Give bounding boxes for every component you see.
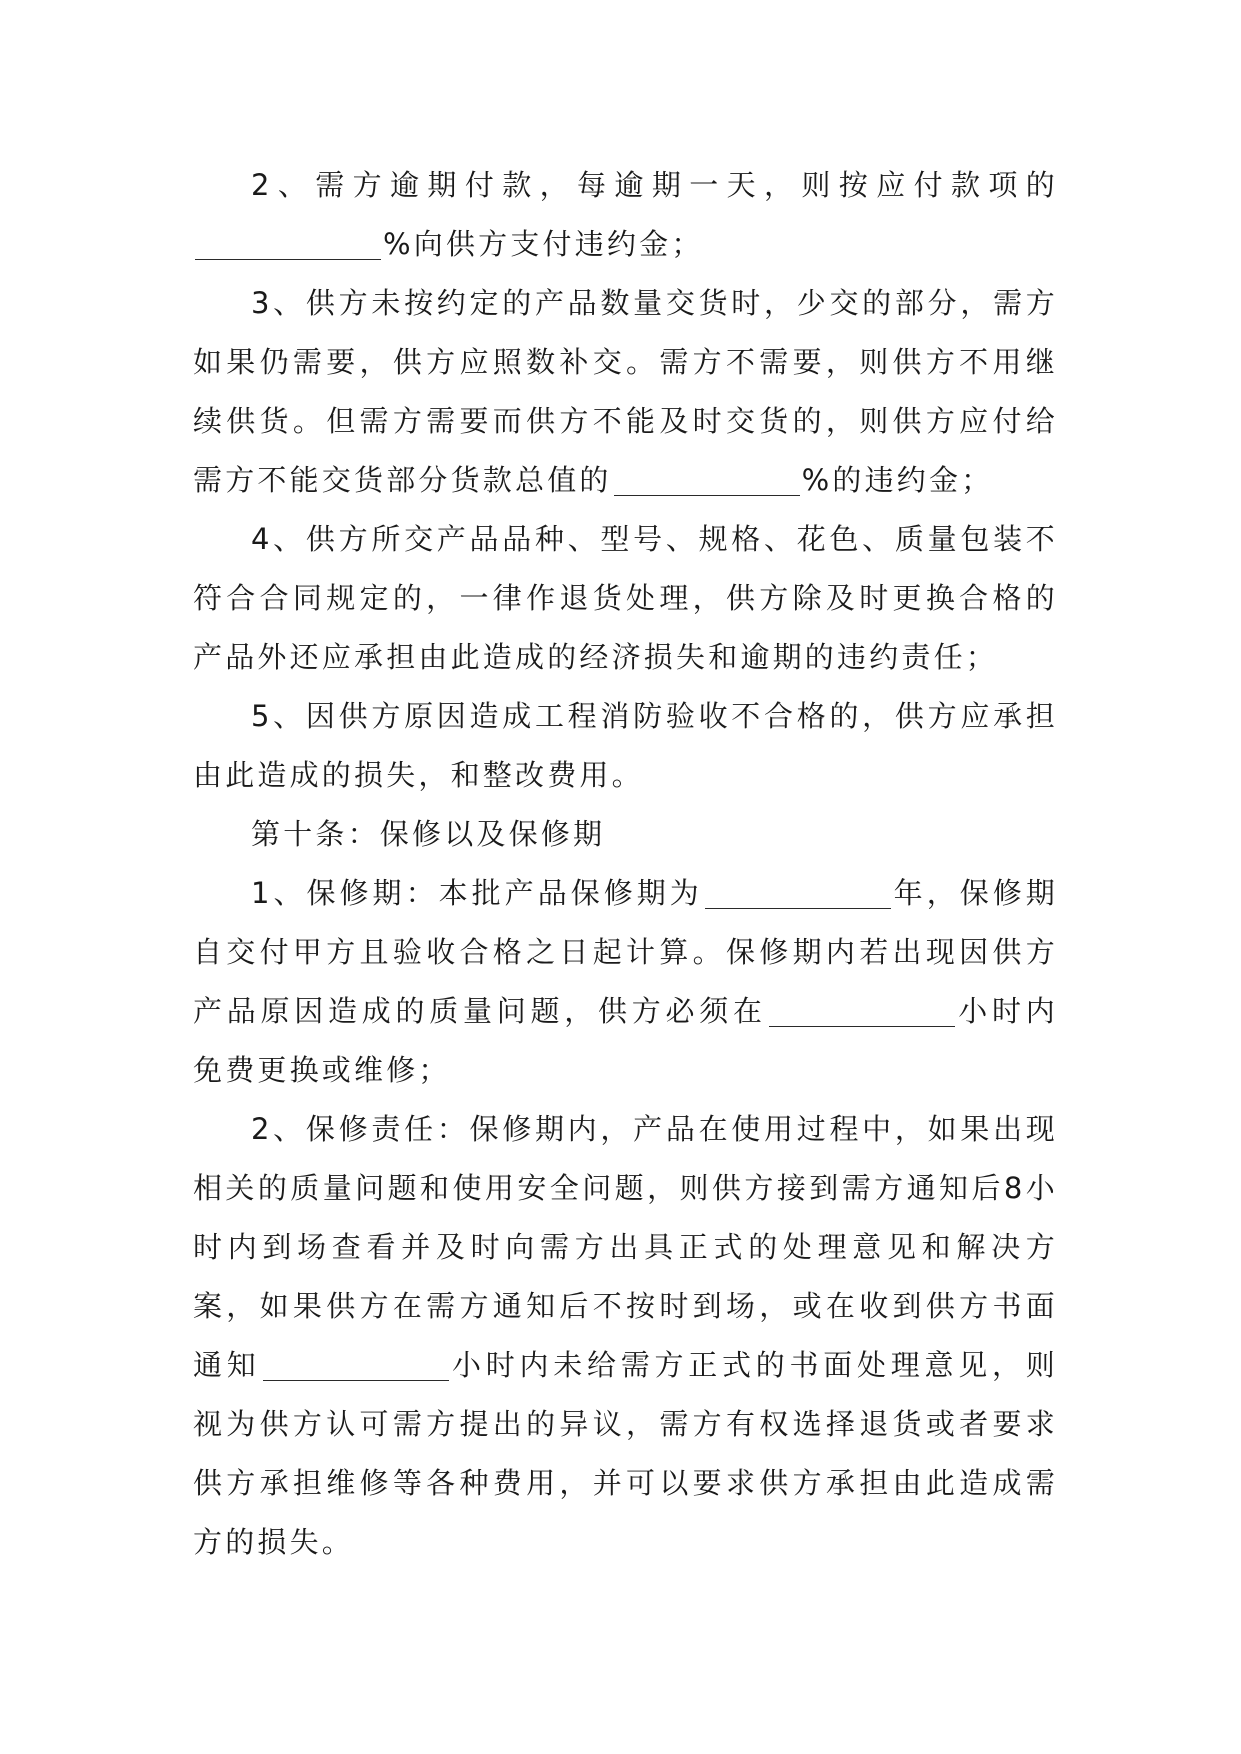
paragraph-text: 1、保修期：本批产品保修期为 [251, 876, 703, 910]
paragraph-fire-inspection [193, 687, 1058, 805]
fill-blank [769, 996, 955, 1027]
paragraph-overdue-payment [193, 156, 1058, 274]
fill-blank [263, 1350, 449, 1381]
document-body [193, 156, 1058, 1572]
paragraph-text: 小时内未给需方正式的书面处理意见，则视为供方认可需方提出的异议，需方有权选择退货或者要求供方承担维修等各种费用，并可以要求供方承担由此造成需方的损失。 [193, 1348, 1058, 1559]
fill-blank [195, 229, 381, 260]
paragraph-text: 5、因供方原因造成工程消防验收不合格的，供方应承担由此造成的损失，和整改费用。 [193, 699, 1058, 792]
paragraph-text: 年，保修期自交付甲方且验收合格之日起计算。保修期内若出现因供方产品原因造成的质量问题，供方必须在 [193, 876, 1058, 1028]
paragraph-warranty-responsibility [193, 1100, 1058, 1572]
paragraph-text: %的违约金； [801, 463, 994, 497]
heading-text: 第十条：保修以及保修期 [251, 817, 606, 851]
paragraph-text: 2、需方逾期付款，每逾期一天，则按应付款项的 [251, 168, 1058, 202]
fill-blank [705, 878, 891, 909]
paragraph-nonconforming-goods [193, 510, 1058, 687]
paragraph-text: 小时内免费更换或维修； [193, 994, 1058, 1087]
section-heading-warranty [193, 805, 1058, 864]
fill-blank [614, 465, 800, 496]
paragraph-text: 3、供方未按约定的产品数量交货时，少交的部分，需方如果仍需要，供方应照数补交。需方不需要，则供方不用继续供货。但需方需要而供方不能及时交货的，则供方应付给需方不能交货部分货款总值的 [193, 286, 1058, 497]
paragraph-short-delivery [193, 274, 1058, 510]
paragraph-text: 2、保修责任：保修期内，产品在使用过程中，如果出现相关的质量问题和使用安全问题，则供方接到需方通知后8小时内到场查看并及时向需方出具正式的处理意见和解决方案，如果供方在需方通知后不按时到场，或在收到供方书面通知 [193, 1112, 1058, 1382]
paragraph-warranty-period [193, 864, 1058, 1100]
paragraph-text: 4、供方所交产品品种、型号、规格、花色、质量包装不符合合同规定的，一律作退货处理，供方除及时更换合格的产品外还应承担由此造成的经济损失和逾期的违约责任； [193, 522, 1058, 674]
paragraph-text: %向供方支付违约金； [383, 227, 704, 261]
